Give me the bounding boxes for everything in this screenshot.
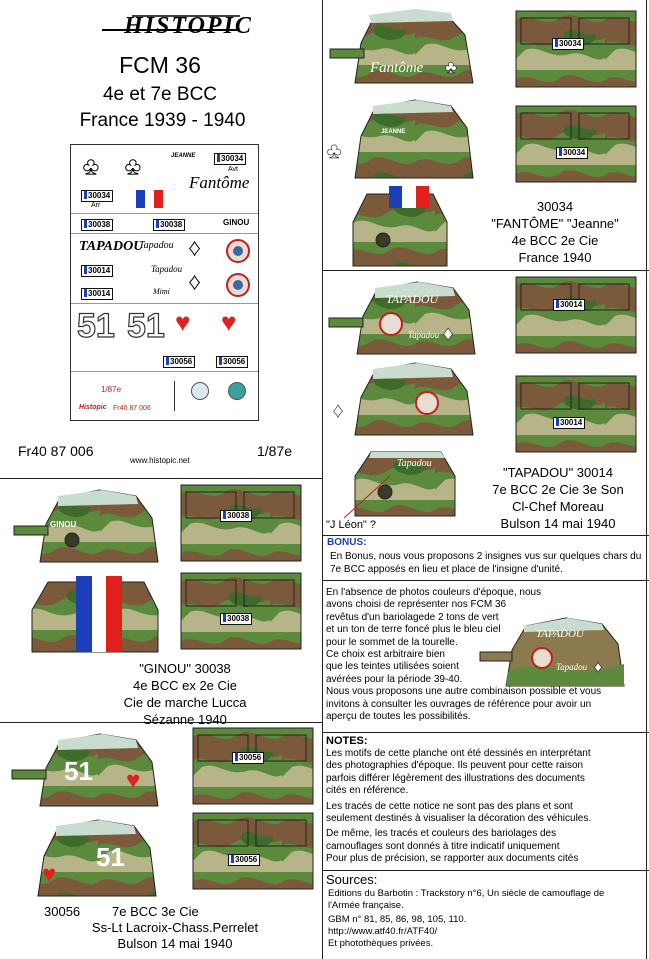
absence-line: avérées pour la période 39-40. (326, 673, 463, 685)
absence-line: revêtus d'un bariolagede 2 tons de vert (326, 611, 499, 623)
tank3-rear-plate-top (180, 484, 302, 562)
tank1-caption (470, 198, 640, 266)
bonus-text: En Bonus, nous vous proposons 2 insignes vus sur quelques chars du 7e BCC apposés en lieu et place de l'insigne d'unité. (330, 551, 642, 575)
insignia-icon (226, 273, 250, 297)
tank3-caption-line: "GINOU" 30038 (139, 661, 231, 676)
decal-30056-b: 30056 (216, 356, 248, 368)
notes-line: Les tracés de cette notice ne sont pas des plans et sont (326, 800, 573, 812)
tank1-rear-plate-bottom (515, 105, 637, 183)
notes-line: Les motifs de cette planche ont été dessinés en interprétant (326, 748, 591, 759)
tank2-turret-name: TAPADOU (386, 292, 439, 306)
svg-text:♥: ♥ (42, 861, 57, 888)
tank-tapadou-turret-side (325, 274, 490, 356)
notes-body (326, 748, 646, 866)
decal-jeanne: JEANNE (171, 153, 196, 159)
sources-body (328, 888, 646, 950)
sources-title: Sources: (326, 872, 378, 887)
tank3-plate-top: 30038 (220, 510, 252, 522)
notes-line: Pour plus de précision, se rapporter aux documents cités (326, 853, 579, 865)
divider-right-4 (322, 732, 649, 733)
bonus-insignia-2-icon (228, 382, 246, 400)
decal-51-b: 51 (127, 307, 165, 345)
tank-tapadou-turret-side-2 (325, 355, 490, 437)
absence-line: que les teintes utilisées soient (326, 661, 459, 673)
tank2-jleon: "J Léon" ? (326, 519, 377, 531)
tank-ginou-turret-side (10, 482, 170, 564)
insignia-icon (226, 239, 250, 263)
tank-fantome-turret-rear (345, 182, 455, 268)
tank1-plate-top: 30034 (552, 38, 584, 50)
decal-fantome: Fantôme (189, 173, 250, 192)
tank2-plate-top: 30014 (553, 299, 585, 311)
tank3-caption (80, 660, 290, 728)
tank1-caption-line: France 1940 (518, 250, 592, 265)
svg-text:♦: ♦ (333, 400, 344, 422)
decal-30038-a: 30038 (81, 219, 113, 231)
svg-text:♦: ♦ (594, 659, 603, 676)
decal-51-a: 51 (77, 307, 115, 345)
tank4-caption-2: Ss-Lt Lacroix-Chass.Perrelet (91, 920, 259, 935)
tank3-rear-plate-bottom (180, 572, 302, 650)
alt-tank-script: Tapadou (556, 662, 588, 672)
page-title: FCM 36 (119, 52, 201, 78)
divider-right-3 (322, 580, 649, 581)
svg-text:♥: ♥ (126, 767, 141, 794)
tank2-rear-script: Tapadou (397, 458, 432, 469)
sheet-logo: Histopic (79, 404, 107, 411)
svg-text:♣: ♣ (327, 138, 342, 163)
notes-line: cités en référence. (326, 785, 409, 797)
absence-line: En l'absence de photos couleurs d'époque, nous (326, 587, 542, 598)
absence-line: et un ton de terre foncé plus le bleu ciel (326, 624, 501, 636)
decal-avt: Avt (228, 166, 238, 173)
alt-tank-name: TAPADOU (536, 628, 584, 640)
sheet-divider (71, 233, 258, 234)
tank3-caption-line: Sézanne 1940 (143, 712, 227, 727)
tank2-rear-plate-bottom (515, 375, 637, 453)
tank1-caption-line: "FANTÔME" "Jeanne" (491, 216, 619, 231)
page-subtitle-period: France 1939 - 1940 (79, 110, 246, 131)
heart-icon: ♥ (221, 307, 237, 337)
absence-line: Ce choix est arbitraire bien (326, 649, 445, 661)
bonus-insignia-1-icon (191, 382, 209, 400)
tank-fantome-turret-side-2 (325, 92, 490, 180)
sources-line: http://www.atf40.fr/ATF40/ (328, 926, 438, 937)
divider-vertical-top (322, 0, 323, 959)
flag-icon (136, 190, 163, 208)
tank4-caption-right: 7e BCC 3e Cie (112, 904, 199, 919)
heart-icon: ♥ (175, 307, 191, 337)
sources-line: GBM n° 81, 85, 86, 98, 105, 110. (328, 914, 467, 925)
jleon-pointer (340, 470, 400, 520)
brand-logo (102, 10, 253, 40)
website: www.histopic.net (130, 456, 190, 465)
divider-right-5 (322, 870, 649, 871)
decal-tapadou-script-2: Tapadou (151, 264, 183, 274)
notes-line: seulement destinés à visualiser la décoration des véhicules. (326, 813, 592, 825)
decal-mimi: Mimi (153, 287, 170, 296)
tank1-plate-bottom: 30034 (556, 147, 588, 159)
absence-line: aperçu de toutes les possibilités. (326, 711, 471, 723)
notes-line: des photographies d'époque. Ils peuvent pour cette raison (326, 760, 584, 772)
tank4-caption-3: Bulson 14 mai 1940 (117, 936, 233, 951)
decal-30034-arr: 30034 (81, 190, 113, 202)
club-icon: ♣ (125, 153, 141, 180)
absence-line: invitons à consulter les ouvrages de référence pour avoir un (326, 698, 592, 710)
decal-30014-a: 30014 (81, 265, 113, 277)
decal-30034-avt: 30034 (214, 153, 246, 165)
tank3-caption-line: 4e BCC ex 2e Cie (132, 678, 238, 693)
tank2-plate-bottom: 30014 (553, 417, 585, 429)
sheet-divider (71, 371, 258, 372)
decal-30014-b: 30014 (81, 288, 113, 300)
sheet-scale: 1/87e (101, 385, 122, 394)
tank2-caption-line: 7e BCC 2e Cie 3e Son (492, 482, 624, 497)
product-ref: Fr40 87 006 (18, 443, 94, 459)
sheet-separator (174, 381, 175, 411)
sheet-divider (71, 213, 258, 214)
decal-tapadou: TAPADOU (79, 239, 144, 254)
club-icon: ♣ (83, 153, 99, 180)
tank4-rear-plate-top (192, 727, 314, 805)
divider-left-1 (0, 478, 322, 479)
notes-line: camouflages sont donnés à titre indicatif uniquement (326, 840, 560, 852)
absence-line: Nous vous proposons une autre combinaison possible et vous (326, 686, 602, 698)
tank3-caption-line: Cie de marche Lucca (123, 695, 247, 710)
tank2-caption-line: Cl-Chef Moreau (512, 499, 604, 514)
diamond-icon: ♦ (189, 269, 201, 294)
notes-title: NOTES: (326, 735, 368, 747)
tank4-caption-left: 30056 (44, 904, 81, 919)
tank1-caption-line: 30034 (536, 199, 574, 214)
sources-line: l'Armée française. (328, 900, 404, 911)
decal-sheet (70, 144, 259, 421)
svg-text:♦: ♦ (443, 323, 454, 345)
sources-line: Editions du Barbotin : Trackstory n°6, Un siècle de camouflage de (328, 888, 605, 899)
tank1-turret-name: Fantôme (370, 60, 424, 76)
tank2-caption-line: Bulson 14 mai 1940 (500, 516, 616, 531)
tank-51-turret-side-2 (8, 812, 173, 898)
absence-line: pour le sommet de la tourelle. (326, 636, 458, 648)
scale-label: 1/87e (257, 443, 293, 459)
decal-30056-a: 30056 (163, 356, 195, 368)
tank3-plate-bottom: 30038 (220, 613, 252, 625)
tank2-caption (470, 464, 646, 532)
tank1-caption-line: 4e BCC 2e Cie (511, 233, 599, 248)
tank4-num-a: 51 (64, 756, 93, 786)
decal-30038-b: 30038 (153, 219, 185, 231)
sources-line: Et photothèques privées. (328, 938, 434, 949)
diamond-icon: ♦ (189, 235, 201, 260)
tank4-plate-top: 30056 (232, 752, 264, 764)
tank4-plate-bottom: 30056 (228, 854, 260, 866)
divider-right-2 (322, 535, 649, 536)
decal-arr: Arr (91, 202, 101, 209)
svg-text:♣: ♣ (445, 57, 457, 77)
decal-ginou: GINOU (223, 218, 250, 227)
tank2-rear-plate-top (515, 276, 637, 354)
sheet-ref: Fr40 87 006 (113, 405, 151, 412)
page-subtitle-units: 4e et 7e BCC (102, 84, 218, 105)
brand-name: HISTOPIC (124, 13, 253, 39)
tank4-rear-plate-bottom (192, 812, 314, 890)
tank-ginou-turret-rear (18, 570, 168, 654)
decal-tapadou-script: Tapadou (139, 240, 174, 251)
notes-line: De même, les tracés et couleurs des bariolages des (326, 828, 557, 840)
tank-tapadou-alt-turret (478, 612, 643, 688)
bonus-title: BONUS: (327, 537, 367, 548)
sheet-divider (71, 303, 258, 304)
tank3-turret-name: GINOU (50, 520, 77, 529)
absence-line: avons choisi de représenter nos FCM 36 (326, 599, 507, 611)
tank2-caption-line: "TAPADOU" 30014 (503, 465, 613, 480)
tank1-jeanne: JEANNE (381, 129, 406, 135)
notes-line: parfois différer légèrement des illustrations des documents (326, 772, 585, 784)
tank4-num-b: 51 (96, 842, 125, 872)
border-right (646, 0, 647, 959)
divider-right-1 (322, 270, 649, 271)
tank2-script: Tapadou (408, 330, 440, 340)
